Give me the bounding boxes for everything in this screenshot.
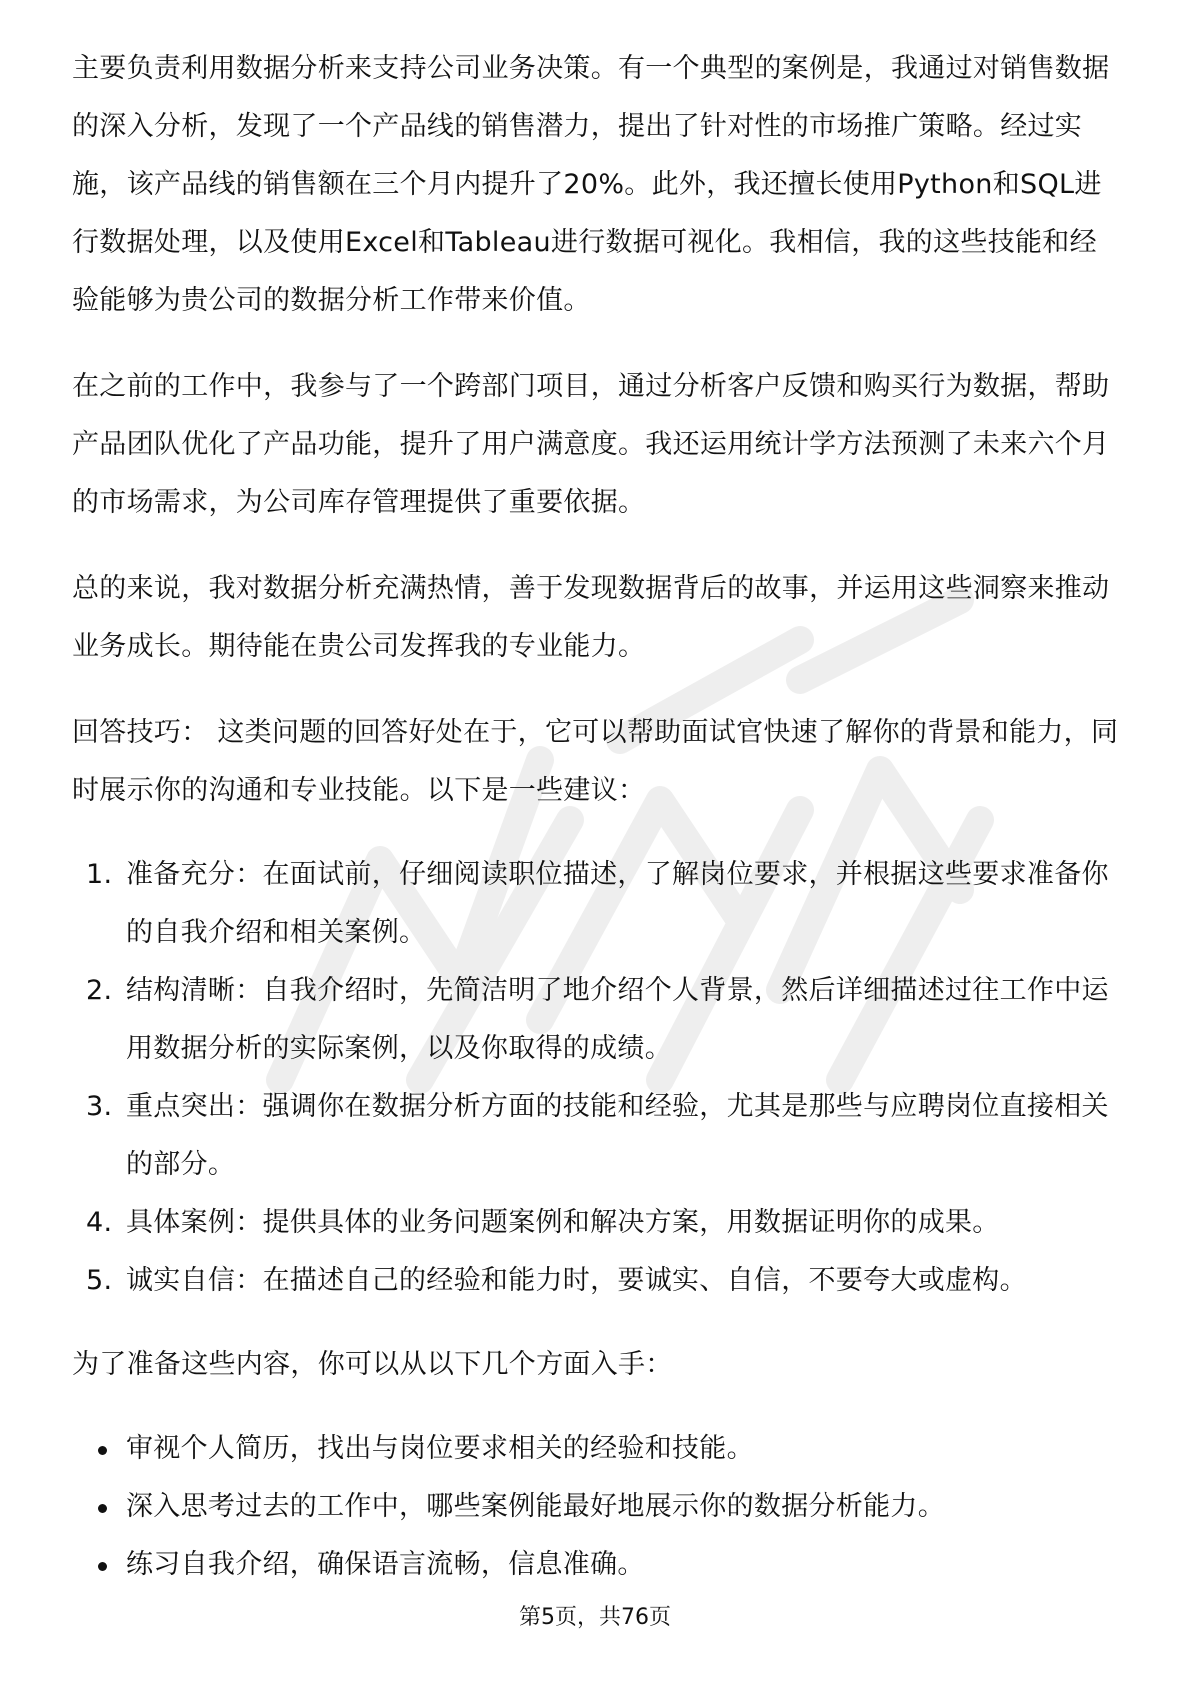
paragraph-answer-tips: 回答技巧： 这类问题的回答好处在于，它可以帮助面试官快速了解你的背景和能力，同时展示你的沟通和专业技能。以下是一些建议： (72, 717, 1119, 806)
list-item (72, 1420, 1122, 1478)
list-item (72, 1478, 1122, 1536)
paragraph-preparation: 为了准备这些内容，你可以从以下几个方面入手： (72, 1349, 673, 1380)
list-item-text: 诚实自信：在描述自己的经验和能力时，要诚实、自信，不要夸大或虚构。 (126, 1265, 1027, 1296)
page-number-footer: 第5页，共76页 (519, 1605, 671, 1630)
list-item-text: 结构清晰：自我介绍时，先简洁明了地介绍个人背景，然后详细描述过往工作中运用数据分析的实际案例，以及你取得的成绩。 (126, 975, 1109, 1064)
list-item (72, 1536, 1122, 1594)
bullet-dot-icon (98, 1446, 107, 1455)
list-item (72, 846, 1122, 962)
list-item-text: 审视个人简历，找出与岗位要求相关的经验和技能。 (126, 1433, 754, 1464)
paragraph-project-experience: 在之前的工作中，我参与了一个跨部门项目，通过分析客户反馈和购买行为数据，帮助产品团队优化了产品功能，提升了用户满意度。我还运用统计学方法预测了未来六个月的市场需求，为公司库存管理提供了重要依据。 (72, 371, 1110, 518)
list-item-text: 重点突出：强调你在数据分析方面的技能和经验，尤其是那些与应聘岗位直接相关的部分。 (126, 1091, 1109, 1180)
list-item-number: 1. (86, 859, 113, 890)
list-item-text: 具体案例：提供具体的业务问题案例和解决方案，用数据证明你的成果。 (126, 1207, 1000, 1238)
preparation-bullet-list (72, 1420, 1122, 1594)
list-item-text: 练习自我介绍，确保语言流畅，信息准确。 (126, 1549, 645, 1580)
paragraph-conclusion: 总的来说，我对数据分析充满热情，善于发现数据背后的故事，并运用这些洞察来推动业务成长。期待能在贵公司发挥我的专业能力。 (72, 573, 1110, 662)
tips-numbered-list (72, 846, 1122, 1310)
list-item-text: 准备充分：在面试前，仔细阅读职位描述，了解岗位要求，并根据这些要求准备你的自我介绍和相关案例。 (126, 859, 1109, 948)
list-item (72, 1252, 1122, 1310)
main-content (72, 40, 1122, 1594)
list-item (72, 1194, 1122, 1252)
list-item-text: 深入思考过去的工作中，哪些案例能最好地展示你的数据分析能力。 (126, 1491, 945, 1522)
list-item (72, 1078, 1122, 1194)
bullet-dot-icon (98, 1504, 107, 1513)
paragraph-work-summary: 主要负责利用数据分析来支持公司业务决策。有一个典型的案例是，我通过对销售数据的深入分析，发现了一个产品线的销售潜力，提出了针对性的市场推广策略。经过实施，该产品线的销售额在三个月内提升了20%。此外，我还擅长使用Python和SQL进行数据处理，以及使用Excel和Tableau进行数据可视化。我相信，我的这些技能和经验能够为贵公司的数据分析工作带来价值。 (72, 53, 1110, 316)
list-item-number: 3. (86, 1091, 113, 1122)
list-item-number: 4. (86, 1207, 113, 1238)
list-item-number: 5. (86, 1265, 113, 1296)
bullet-dot-icon (98, 1562, 107, 1571)
list-item-number: 2. (86, 975, 113, 1006)
list-item (72, 962, 1122, 1078)
